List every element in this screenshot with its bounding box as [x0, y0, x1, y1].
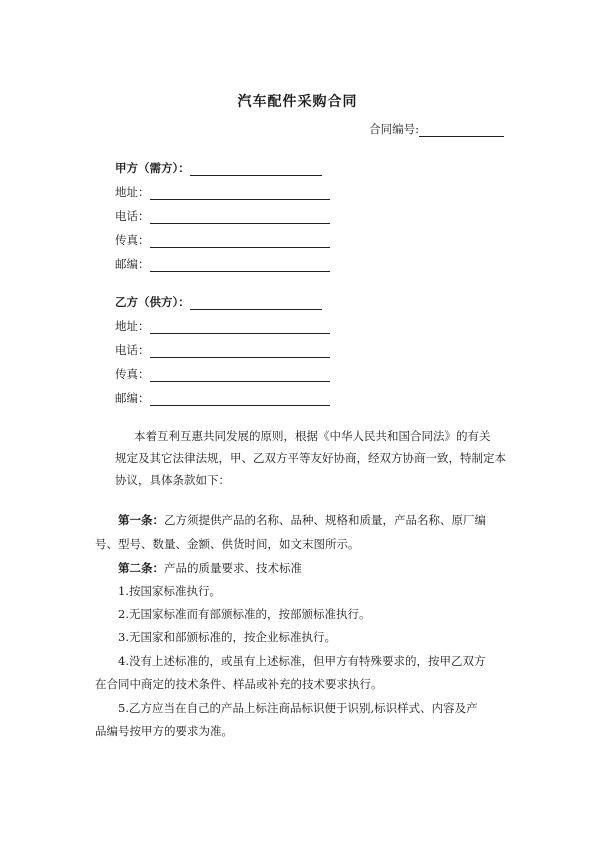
- document-title: 汽车配件采购合同: [237, 94, 358, 110]
- article-2-item-4-line-1: 4.没有上述标准的，或虽有上述标准，但甲方有特殊要求的，按甲乙双方: [118, 654, 486, 668]
- party-a-line[interactable]: [190, 163, 322, 176]
- party-a-phone-label: 电话：: [115, 209, 150, 223]
- article-2-item-5-line-1: 5.乙方应当在自己的产品上标注商品标识便于识别,标识样式、内容及产: [118, 701, 478, 715]
- party-b-fax-line[interactable]: [150, 369, 330, 382]
- party-a-phone-line[interactable]: [150, 211, 330, 224]
- party-a-address-line[interactable]: [150, 187, 330, 200]
- article-2-item-5-line-2: 品编号按甲方的要求为准。: [95, 724, 233, 738]
- intro-line-2: 规定及其它法律法规，甲、乙双方平等友好协商，经双方协商一致，特制定本: [115, 451, 506, 465]
- party-a-postcode-label: 邮编：: [115, 257, 150, 271]
- party-b-line[interactable]: [190, 297, 322, 310]
- party-a-phone-row: [115, 208, 330, 224]
- article-2-text: 产品的质量要求、技术标准: [164, 561, 302, 575]
- party-a-postcode-line[interactable]: [150, 259, 330, 272]
- contract-number-label: 合同编号:: [369, 122, 419, 136]
- article-2-item-1: 1.按国家标准执行。: [118, 584, 221, 598]
- article-2-item-4-line-2: 在合同中商定的技术条件、样品或补充的技术要求执行。: [95, 677, 383, 691]
- intro-line-3: 协议，具体条款如下：: [115, 473, 230, 487]
- party-b-address-row: [115, 318, 330, 334]
- party-b-fax-label: 传真：: [115, 367, 150, 381]
- party-b-row: [115, 294, 322, 310]
- article-1-line-2: 号、型号、数量、金额、供货时间，如文末图所示。: [95, 537, 360, 551]
- party-a-label: 甲方（需方）：: [115, 161, 190, 175]
- contract-number-line[interactable]: [419, 124, 504, 137]
- party-b-fax-row: [115, 366, 330, 382]
- article-2-heading: 第二条：: [118, 561, 164, 575]
- party-a-address-row: [115, 184, 330, 200]
- contract-number: [369, 121, 504, 137]
- party-b-postcode-label: 邮编：: [115, 391, 150, 405]
- party-a-postcode-row: [115, 256, 330, 272]
- party-a-fax-row: [115, 232, 330, 248]
- article-1-line-1: [118, 509, 486, 531]
- article-2-item-2: 2.无国家标准而有部颁标准的，按部颁标准执行。: [118, 607, 371, 621]
- article-2-item-3: 3.无国家和部颁标准的，按企业标准执行。: [118, 630, 336, 644]
- article-1-heading: 第一条：: [118, 513, 164, 527]
- intro-line-1: 本着互利互惠共同发展的原则，根据《中华人民共和国合同法》的有关: [134, 429, 491, 443]
- party-a-address-label: 地址：: [115, 185, 150, 199]
- party-a-fax-line[interactable]: [150, 235, 330, 248]
- party-a-row: [115, 160, 322, 176]
- article-2-line: [118, 557, 302, 579]
- party-b-postcode-line[interactable]: [150, 393, 330, 406]
- party-a-fax-label: 传真：: [115, 233, 150, 247]
- party-b-address-label: 地址：: [115, 319, 150, 333]
- article-1-text-1: 乙方须提供产品的名称、品种、规格和质量，产品名称、原厂编: [164, 513, 486, 527]
- party-b-label: 乙方（供方）：: [115, 295, 190, 309]
- party-b-phone-line[interactable]: [150, 345, 330, 358]
- party-b-phone-row: [115, 342, 330, 358]
- party-b-phone-label: 电话：: [115, 343, 150, 357]
- party-b-postcode-row: [115, 390, 330, 406]
- party-b-address-line[interactable]: [150, 321, 330, 334]
